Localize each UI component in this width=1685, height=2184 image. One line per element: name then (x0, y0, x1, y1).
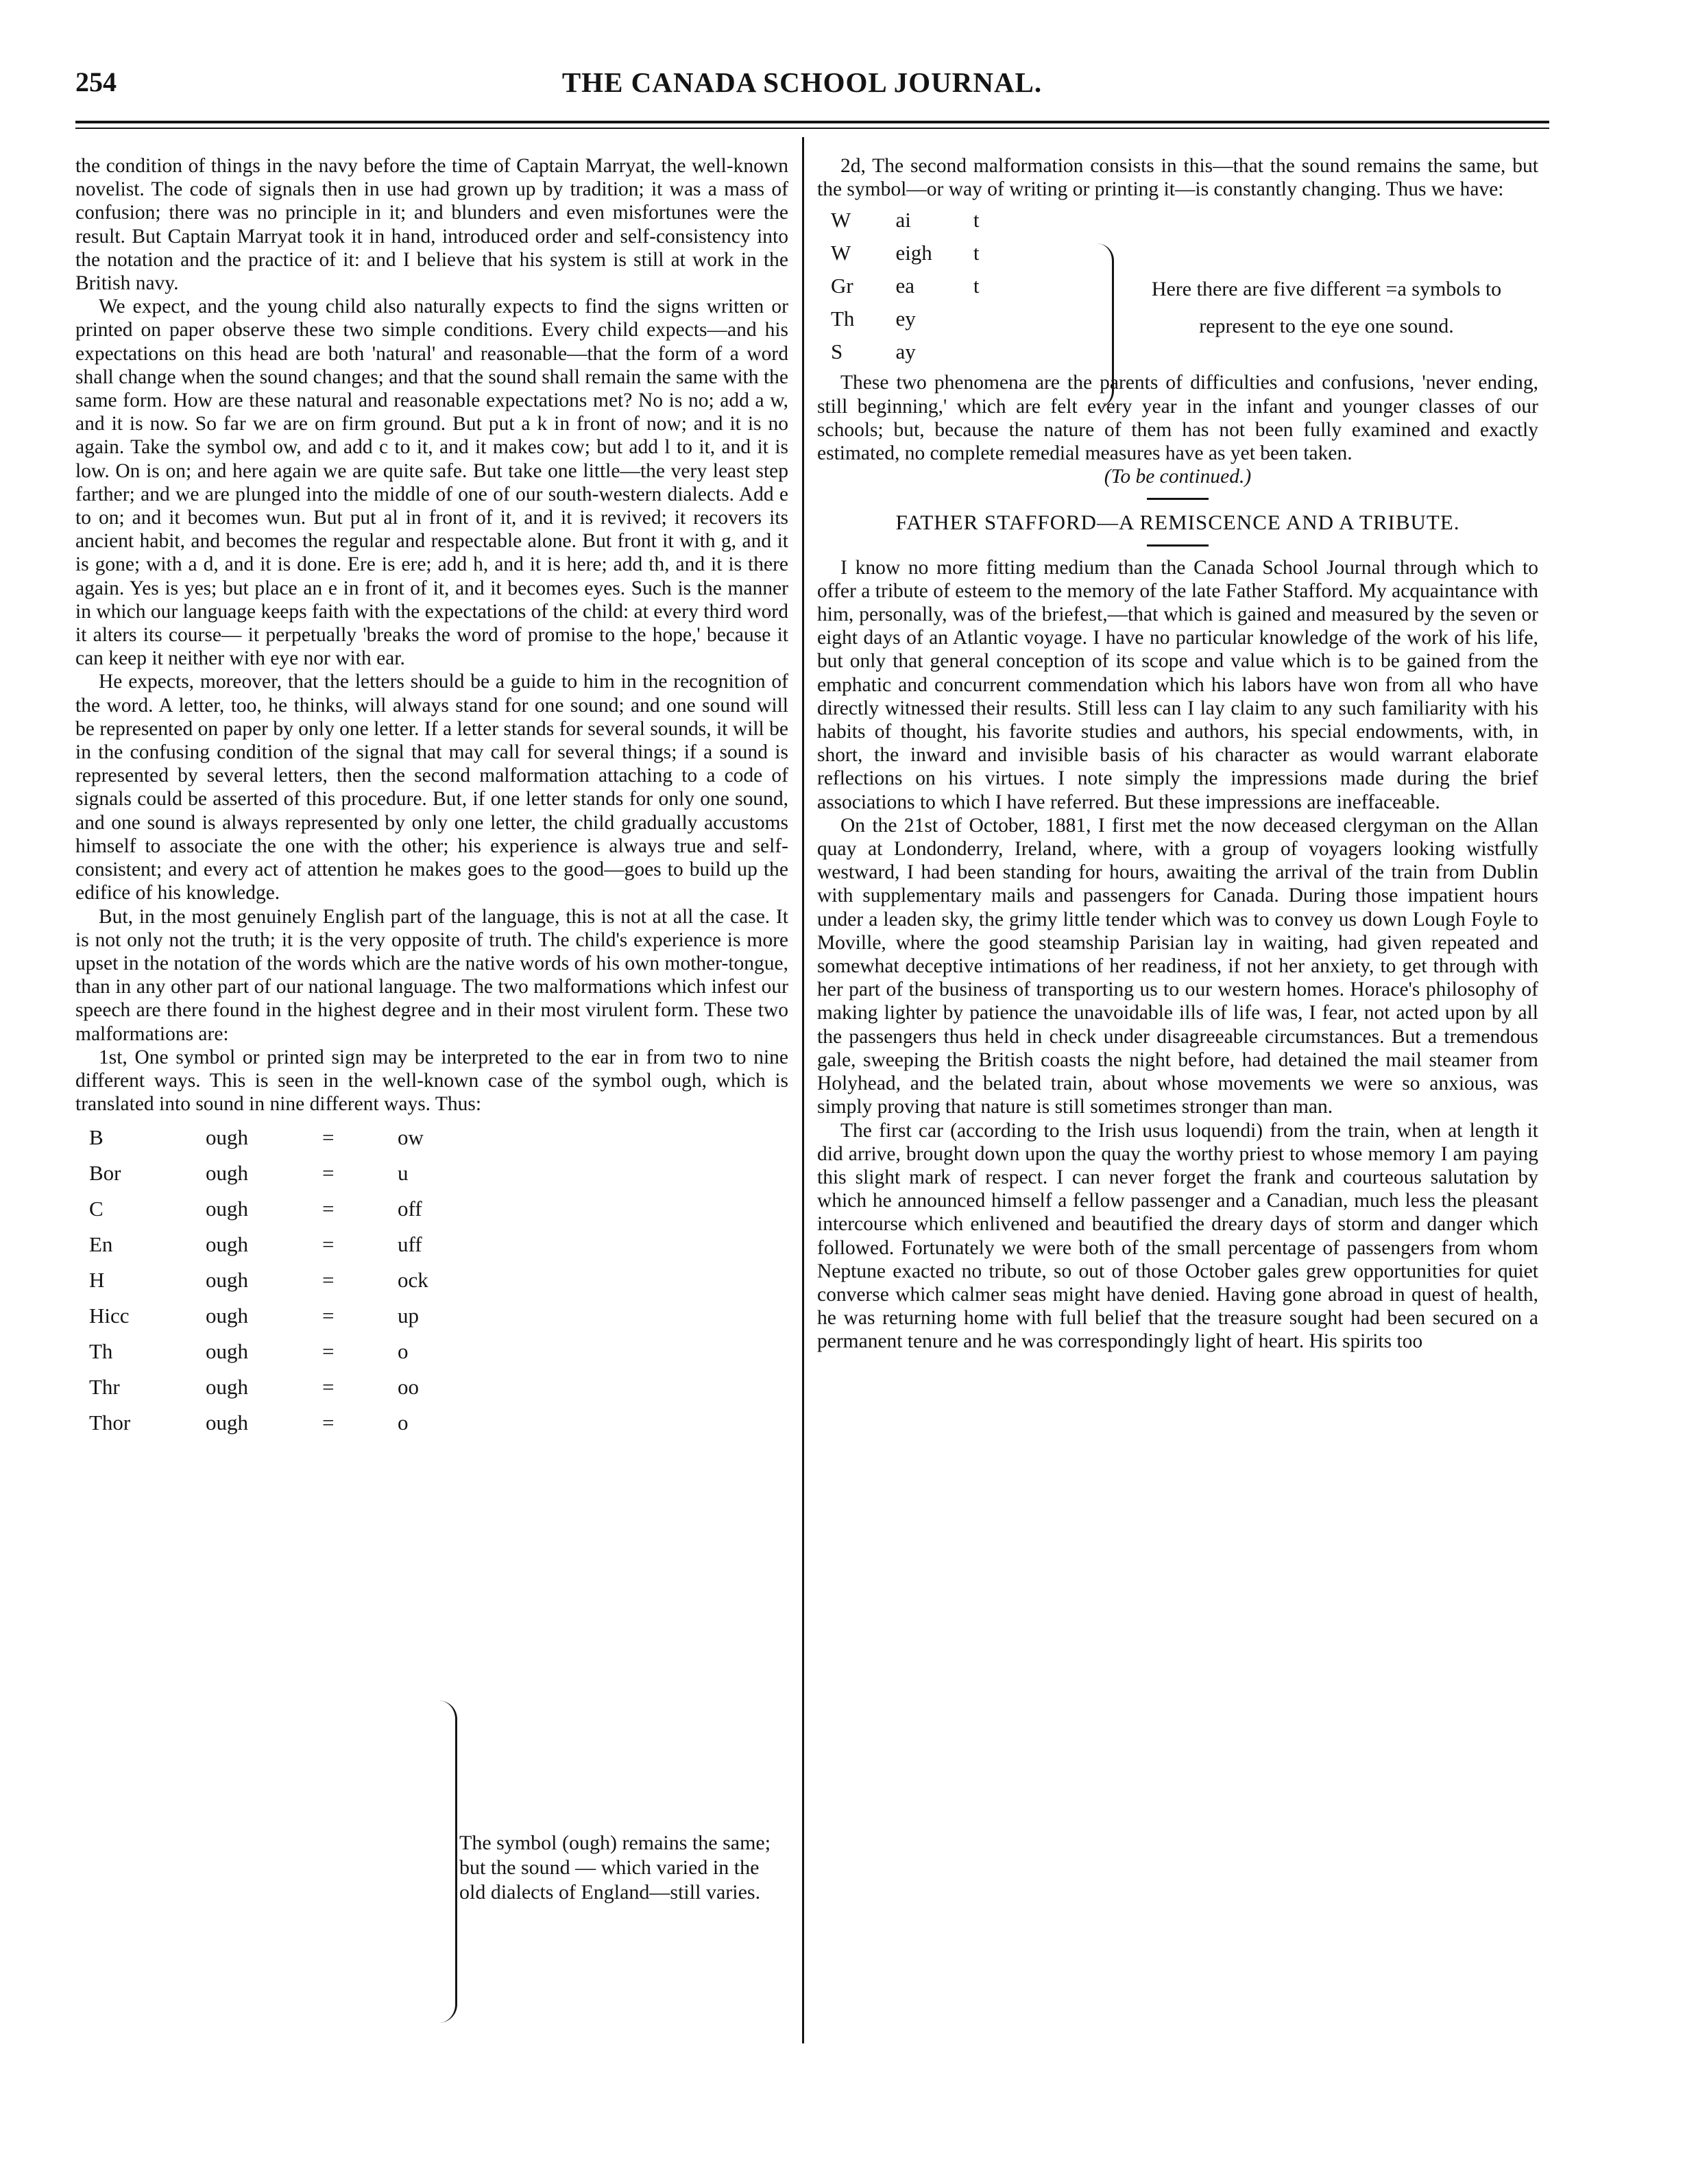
ough-cell: C (89, 1197, 104, 1221)
paragraph: I know no more fitting medium than the Canada School Journal through which to offer a tribute of esteem to the memory of the late Father Stafford. My acquaintance with him, personally, was of the briefest,—that which is gained and measured by the seven or eight days of an Atlantic voyage. I have no particular knowledge of the work of his life, but only that general conception of its scope and value which is to be gained from the emphatic and concurrent commendation which his labors have won from all who have directly witnessed their results. Still less can I lay claim to any such familiarity with his habits of thought, his favorite studies and authors, his special endowments, with, in short, the inward and invisible basis of his character as would warrant elaborate reflections on his virtues. I note simply the impressions made during the brief associations to which I have referred. But these impressions are ineffaceable. (817, 556, 1538, 813)
ough-cell: H (89, 1268, 105, 1293)
symbol-cell (973, 335, 1021, 368)
ough-cell: ough (206, 1411, 248, 1435)
symbol-cell: S (831, 339, 843, 364)
header-rule-thin (75, 128, 1549, 129)
ough-cell: = (322, 1375, 335, 1400)
ough-cell: o (398, 1339, 409, 1364)
ough-cell: ow (398, 1125, 424, 1150)
ough-row (89, 1262, 480, 1298)
ough-row (89, 1298, 480, 1334)
ough-cell: ough (206, 1304, 248, 1328)
symbol-cell: t (973, 241, 980, 265)
journal-title: THE CANADA SCHOOL JOURNAL. (561, 67, 1043, 98)
ough-cell: ough (206, 1232, 248, 1257)
ough-table (89, 1120, 480, 1441)
ough-cell: En (89, 1232, 113, 1257)
paragraph: These two phenomena are the parents of difficulties and confusions, 'never ending, still beginning,' which are felt every year in the infant and younger classes of our schools; but, because the nature of them has not been fully examined and exactly estimated, no complete remedial measures have as yet been taken. (817, 372, 1538, 465)
ough-cell: = (322, 1232, 335, 1257)
ough-cell: = (322, 1339, 335, 1364)
ough-cell: ough (206, 1375, 248, 1400)
ough-note: The symbol (ough) remains the same; but the sound — which varied in the old dialects of England—still varies. (459, 1832, 771, 1904)
ough-cell: uff (398, 1232, 422, 1257)
paragraph: The first car (according to the Irish usus loquendi) from the train, when at length it did arrive, brought down upon the quay the worthy priest to whose memory I am paying this slight mark of respect. I can never forget the frank and courteous salutation by which he announced himself a fellow passenger and a Canadian, much less the pleasant intercourse which enlivened and beautified the dreary days of storm and danger which followed. Fortunately we were both of the small percentage of passengers from whom Neptune exacted no tribute, so out of those October gales grew opportunities for quiet converse which calmer seas might have denied. Having gone abroad in quest of health, he was returning home with full belief that the treasure sought had been secured on a permanent tenure and he was correspondingly light of heart. His spirits too (817, 1119, 1538, 1353)
ough-cell: = (322, 1161, 335, 1186)
ough-cell: u (398, 1161, 409, 1186)
ough-cell: ock (398, 1268, 428, 1293)
symbol-cell: ay (895, 339, 916, 364)
ough-cell: = (322, 1268, 335, 1293)
ough-row (89, 1191, 480, 1227)
symbol-row (831, 237, 1020, 269)
ough-cell: ough (206, 1161, 248, 1186)
brace (439, 1701, 457, 2023)
ough-cell: ough (206, 1197, 248, 1221)
ough-cell: oo (398, 1375, 419, 1400)
paragraph: 2d, The second malformation consists in this—that the sound remains the same, but the symbol—or way of writing or printing it—is constantly changing. Thus we have: (817, 155, 1538, 201)
ough-row (89, 1334, 480, 1369)
symbol-cell: W (831, 208, 851, 232)
paragraph: 1st, One symbol or printed sign may be interpreted to the ear in from two to nine different ways. This is seen in the well-known case of the symbol ough, which is translated into sound in nine different ways. Thus: (75, 1046, 788, 1116)
ough-cell: Hicc (89, 1304, 130, 1328)
page-number: 254 (75, 67, 117, 97)
paragraph: But, in the most genuinely English part of the language, this is not at all the case. It is not only not the truth; it is the very opposite of truth. The child's experience is more upset in the notation of the words which are the native words of his own mother-tongue, than in any other part of our national language. The two malformations which infest our speech are there found in the highest degree and in their most virulent form. These two malformations are: (75, 905, 788, 1045)
ough-cell: ough (206, 1268, 248, 1293)
symbol-cell: ey (895, 307, 916, 331)
header-rule (75, 121, 1549, 123)
ough-cell: ough (206, 1125, 248, 1150)
ough-row (89, 1155, 480, 1191)
symbol-cell: Th (831, 307, 855, 331)
symbol-cell: eigh (895, 241, 932, 265)
ough-cell: Thor (89, 1411, 131, 1435)
symbol-cell: W (831, 241, 851, 265)
ough-cell: = (322, 1125, 335, 1150)
ough-cell: = (322, 1304, 335, 1328)
ough-cell: off (398, 1197, 422, 1221)
ough-cell: up (398, 1304, 419, 1328)
ough-row (89, 1227, 480, 1262)
ough-cell: Thr (89, 1375, 120, 1400)
article-heading: FATHER STAFFORD—A REMISCENCE AND A TRIBUTE. (895, 510, 1460, 535)
symbol-row (831, 204, 1020, 237)
brace (1097, 243, 1114, 408)
ough-cell: Bor (89, 1161, 121, 1186)
ough-row (89, 1369, 480, 1405)
ough-cell: B (89, 1125, 104, 1150)
paragraph: On the 21st of October, 1881, I first met the now deceased clergyman on the Allan quay at Londonderry, Ireland, where, with a group of voyagers looking wistfully westward, I had been standing for hours, awaiting the arrival of the train from Dublin with supplementary mails and passengers for Canada. During those impatient hours under a leaden sky, the grimy little tender which was to convey us down Lough Foyle to Moville, where the good steamship Parisian lay in waiting, had given repeated and somewhat deceptive intimations of her readiness, if not her anxiety, to get through with her part of the business of transporting us to our western homes. Horace's philosophy of making lighter by patience the unavoidable ills of life was, I fear, not acted upon by all the passengers thus held in check under disagreeable circumstances. But a tremendous gale, sweeping the British coasts the night before, had detained the mail steamer from Holyhead, and the belated train, about whose movements we were so anxious, was simply proving that nature is still sometimes stronger than man. (817, 814, 1538, 1118)
symbol-cell: t (973, 208, 980, 232)
section-rule (1147, 498, 1209, 500)
ough-cell: Th (89, 1339, 113, 1364)
symbol-table (831, 204, 1020, 368)
left-column (75, 154, 788, 1441)
symbol-row (831, 335, 1020, 368)
symbol-note: Here there are five different =a symbols to represent to the eye one sound. (1151, 278, 1502, 337)
ough-row (89, 1405, 480, 1441)
symbol-cell: t (973, 274, 980, 298)
ough-cell: ough (206, 1339, 248, 1364)
column-divider (802, 137, 804, 2043)
ough-cell: = (322, 1197, 335, 1221)
symbol-cell (973, 302, 1021, 335)
symbol-cell: ai (895, 208, 911, 232)
paragraph: We expect, and the young child also naturally expects to find the signs written or printed on paper observe these two simple conditions. Every child expects—and his expectations on this head are both 'natural' and reasonable—that the form of a word shall change when the sound changes; and that the sound shall remain the same with the same form. How are these natural and reasonable expectations met? No is no; add a w, and it is now. So far we are on firm ground. But put a k in front of now; and it is no again. Take the symbol ow, and add c to it, and it makes cow; but add l to it, and it is low. On is on; and here again we are quite safe. But take one little—the very least step farther; and we are plunged into the middle of one of our south-western dialects. Add e to on; and it becomes wun. But put al in front of it, and it is revived; it recovers its ancient habit, and becomes the regular and respectable alone. But front it with g, and it is gone; with a d, and it is done. Ere is ere; add h, and it is here; add th, and it is there again. Yes is yes; but place an e in front of it, and it becomes eyes. Such is the manner in which our language keeps faith with the expectations of the child: at every third word it alters its course— it perpetually 'breaks the word of promise to the hope,' because it can keep it neither with eye nor with ear. (75, 296, 788, 670)
symbol-row (831, 302, 1020, 335)
paragraph: the condition of things in the navy before the time of Captain Marryat, the well-known novelist. The code of signals then in use had grown up by tradition; it was a mass of confusion; there was no principle in it; and blunders and even misfortunes were the result. But Captain Marryat took it in hand, introduced order and self-consistency into the notation and the practice of it: and I believe that his system is still at work in the British navy. (75, 155, 788, 295)
paragraph: He expects, moreover, that the letters should be a guide to him in the recognition of the word. A letter, too, he thinks, will always stand for one sound; and one sound will be represented on paper by only one letter. If a letter stands for several sounds, it will be in the confusing condition of the signal that may call for several things; if a sound is represented by several letters, then the second malformation attaching to a code of signals could be asserted of this procedure. But, if one letter stands for only one sound, and one sound is always represented by only one letter, the child gradually accustoms himself to associate the one with the other; his experience is always true and self-consistent; and every act of attention he makes goes to the good—goes to build up the edifice of his knowledge. (75, 671, 788, 904)
symbol-cell: Gr (831, 274, 853, 298)
ough-row (89, 1120, 480, 1155)
continued-note: (To be continued.) (1104, 466, 1252, 488)
symbol-row (831, 269, 1020, 302)
ough-cell: o (398, 1411, 409, 1435)
section-rule (1147, 544, 1209, 547)
symbol-cell: ea (895, 274, 914, 298)
ough-cell: = (322, 1411, 335, 1435)
